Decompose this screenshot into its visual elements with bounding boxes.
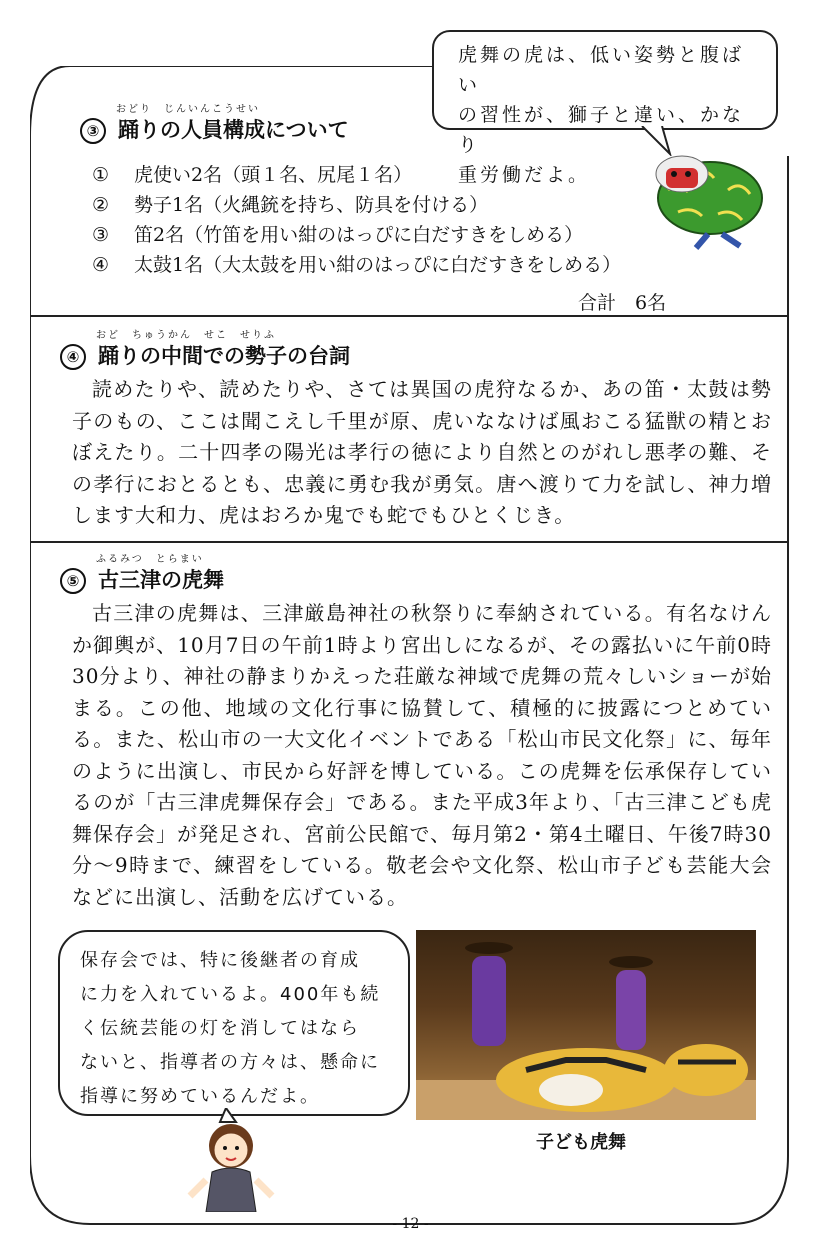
list-text: 笛2名（竹笛を用い紺のはっぴに白だすきをしめる） [134, 224, 584, 246]
section-5-heading [60, 554, 224, 594]
speech-bubble-bottom [58, 930, 410, 1116]
list-item [92, 160, 621, 190]
total-count: 合計 6名 [578, 292, 667, 314]
speech-line: に力を入れているよ。400年も続 [80, 984, 381, 1005]
girl-mascot-illustration [186, 1108, 276, 1212]
paragraph-text: 読めたりや、読めたりや、さては異国の虎狩なるか、あの笛・太鼓は勢子のもの、ここは聞こえし千里が原、虎いななけば風おこる猛獣の精とおぼえたり。二十四孝の陽光は孝行の徳により自然とのがれし悪孝の難、その孝行におとるとも、忠義に勇む我が勇気。唐へ渡りて力を試し、神力増します大和力、虎はおろか鬼でも蛇でもひとくじき。 [72, 377, 772, 527]
member-list [92, 160, 621, 280]
section-3-heading [80, 104, 349, 144]
section-number: ⑤ [60, 568, 86, 594]
list-index: ① [92, 164, 110, 186]
list-item [92, 250, 621, 280]
heading-ruby: おどり じんいんこうせい [116, 104, 260, 115]
section-4-heading [60, 330, 350, 370]
list-index: ② [92, 194, 110, 216]
photo-scene [416, 930, 756, 1120]
heading-ruby: ふるみつ とらまい [96, 554, 204, 565]
heading-ruby: おど ちゅうかん せこ せりふ [96, 330, 276, 341]
section-number: ④ [60, 344, 86, 370]
list-item [92, 220, 621, 250]
list-item [92, 190, 621, 220]
speech-line: く伝統芸能の灯を消してはなら [80, 1018, 360, 1039]
section-title: 踊りの人員構成について [118, 118, 349, 142]
speech-line: 重労働だよ。 [458, 164, 591, 186]
list-index: ③ [92, 224, 110, 246]
speech-line: の習性が、獅子と違い、かなり [458, 104, 745, 156]
toramai-paragraph [72, 598, 772, 913]
serifu-paragraph [72, 374, 772, 532]
photo-caption: 子ども虎舞 [536, 1132, 626, 1153]
list-text: 太鼓1名（大太鼓を用い紺のはっぴに白だすきをしめる） [134, 254, 622, 276]
paragraph-text: 古三津の虎舞は、三津厳島神社の秋祭りに奉納されている。有名なけんか御輿が、10月7日の午前1時より宮出しになるが、その露払いに午前0時30分より、神社の静まりかえった荘厳な神域で虎舞の荒々しいショーが始まる。この他、地域の文化行事に協賛して、積極的に披露につとめている。また、松山市の一大文化イベントである「松山市民文化祭」に、毎年のように出演し、市民から好評を博している。この虎舞を伝承保存しているのが「古三津虎舞保存会」である。また平成3年より、「古三津こども虎舞保存会」が発足され、宮前公民館で、毎月第2・第4土曜日、午後7時30分～9時まで、練習をしている。敬老会や文化祭、松山市子ども芸能大会などに出演し、活動を広げている。 [72, 601, 772, 909]
section-number: ③ [80, 118, 106, 144]
list-text: 虎使い2名（頭１名、尻尾１名） [134, 164, 413, 186]
speech-line: 指導に努めているんだよ。 [80, 1086, 320, 1107]
section-title: 踊りの中間での勢子の台詞 [98, 344, 350, 368]
speech-line: 虎舞の虎は、低い姿勢と腹ばい [458, 44, 745, 96]
page-number: - 12 - [392, 1216, 429, 1232]
speech-line: 保存会では、特に後継者の育成 [80, 950, 360, 971]
section-title: 古三津の虎舞 [98, 568, 224, 592]
list-index: ④ [92, 254, 110, 276]
kodomo-toramai-photo [416, 930, 756, 1120]
list-text: 勢子1名（火縄銃を持ち、防具を付ける） [134, 194, 489, 216]
speech-line: ないと、指導者の方々は、懸命に [80, 1052, 380, 1073]
speech-bubble-top [432, 30, 778, 186]
tiger-mascot-illustration [648, 150, 772, 252]
